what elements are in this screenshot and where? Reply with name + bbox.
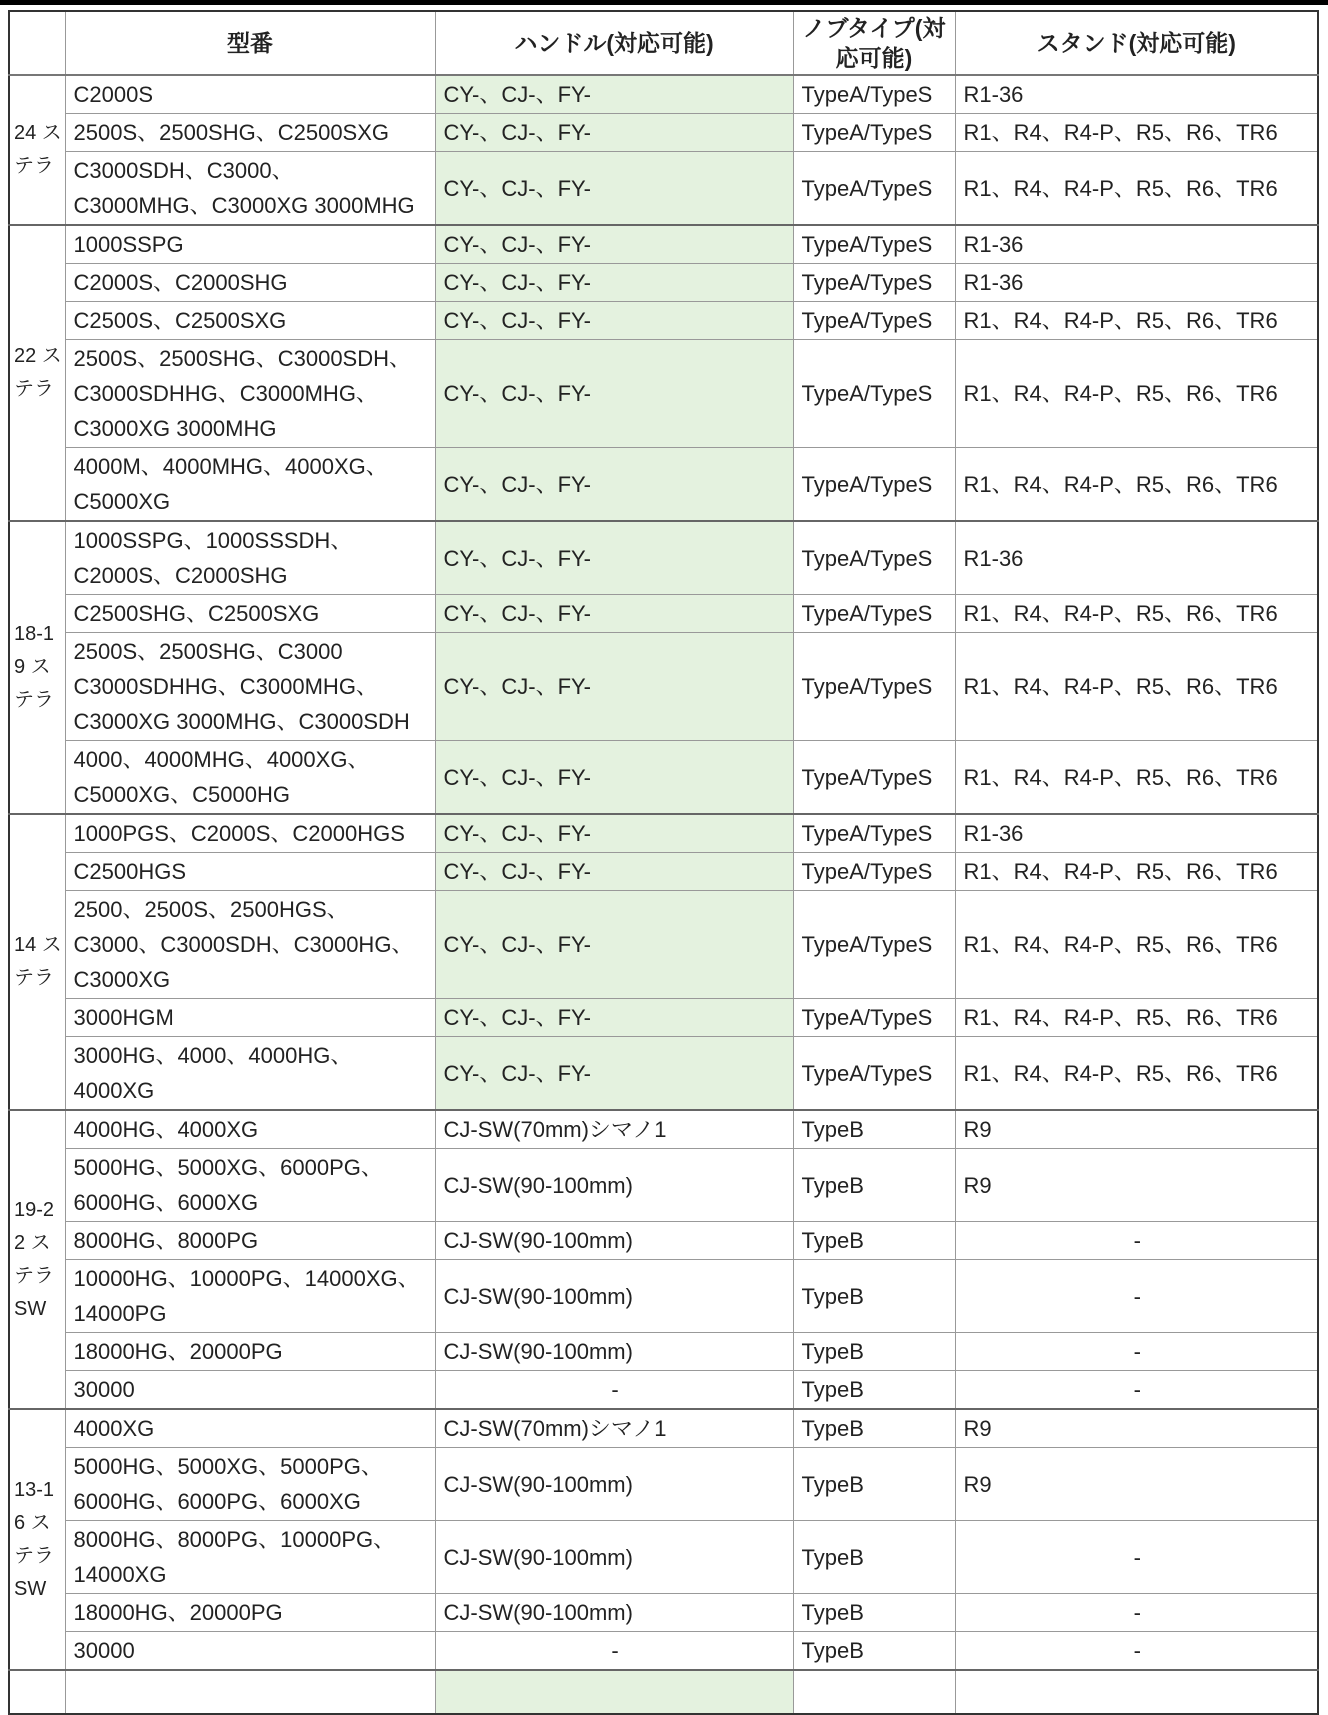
stand-cell: R1、R4、R4-P、R5、R6、TR6 — [955, 448, 1318, 522]
model-cell: 3000HG、4000、4000HG、4000XG — [65, 1037, 435, 1111]
model-cell: 5000HG、5000XG、5000PG、6000HG、6000PG、6000XG — [65, 1448, 435, 1521]
stand-cell: - — [955, 1632, 1318, 1671]
table-row — [9, 741, 1318, 815]
stand-cell: R9 — [955, 1409, 1318, 1448]
knob-cell: TypeA/TypeS — [793, 152, 955, 226]
handle-cell: CY-、CJ-、FY- — [435, 999, 793, 1037]
handle-cell: CY-、CJ-、FY- — [435, 114, 793, 152]
header-row — [9, 11, 1318, 75]
model-cell: 4000HG、4000XG — [65, 1110, 435, 1149]
knob-cell: TypeB — [793, 1149, 955, 1222]
knob-cell: TypeB — [793, 1632, 955, 1671]
handle-cell: CJ-SW(90-100mm) — [435, 1594, 793, 1632]
handle-cell: CY-、CJ-、FY- — [435, 853, 793, 891]
knob-cell: TypeA/TypeS — [793, 853, 955, 891]
model-cell: 3000HGM — [65, 999, 435, 1037]
table-row — [9, 1037, 1318, 1111]
table-row — [9, 633, 1318, 741]
knob-cell: TypeB — [793, 1594, 955, 1632]
table-row — [9, 225, 1318, 264]
table-row — [9, 1333, 1318, 1371]
knob-cell: TypeA/TypeS — [793, 891, 955, 999]
stand-cell: R1、R4、R4-P、R5、R6、TR6 — [955, 595, 1318, 633]
handle-cell: CJ-SW(90-100mm) — [435, 1222, 793, 1260]
handle-cell: CJ-SW(90-100mm) — [435, 1448, 793, 1521]
row-group-label: 19-22 ステラ SW — [9, 1110, 65, 1409]
knob-cell: TypeB — [793, 1409, 955, 1448]
knob-cell: TypeA/TypeS — [793, 75, 955, 114]
model-cell: 1000SSPG、1000SSSDH、C2000S、C2000SHG — [65, 521, 435, 595]
knob-cell: TypeA/TypeS — [793, 114, 955, 152]
knob-cell: TypeA/TypeS — [793, 302, 955, 340]
model-cell: C2000S — [65, 75, 435, 114]
model-column-header: 型番 — [65, 11, 435, 75]
handle-cell: - — [435, 1632, 793, 1671]
handle-cell: CY-、CJ-、FY- — [435, 595, 793, 633]
handle-cell: CY-、CJ-、FY- — [435, 225, 793, 264]
knob-cell: TypeB — [793, 1222, 955, 1260]
handle-cell: CY-、CJ-、FY- — [435, 152, 793, 226]
stand-column-header: スタンド(対応可能) — [955, 11, 1318, 75]
row-group-label: 24 ステラ — [9, 75, 65, 225]
handle-cell: CY-、CJ-、FY- — [435, 741, 793, 815]
model-cell: 2500、2500S、2500HGS、C3000、C3000SDH、C3000HG、C3000XG — [65, 891, 435, 999]
handle-cell: CY-、CJ-、FY- — [435, 340, 793, 448]
knob-cell: TypeA/TypeS — [793, 340, 955, 448]
table-body — [9, 75, 1318, 1714]
handle-cell — [435, 1670, 793, 1714]
knob-cell: TypeA/TypeS — [793, 225, 955, 264]
stand-cell: R1、R4、R4-P、R5、R6、TR6 — [955, 302, 1318, 340]
table-row — [9, 999, 1318, 1037]
table-row — [9, 1260, 1318, 1333]
model-cell: 10000HG、10000PG、14000XG、14000PG — [65, 1260, 435, 1333]
handle-cell: CY-、CJ-、FY- — [435, 521, 793, 595]
top-divider-bar — [0, 0, 1328, 5]
model-cell: 4000XG — [65, 1409, 435, 1448]
table-row — [9, 1632, 1318, 1671]
model-cell: C2000S、C2000SHG — [65, 264, 435, 302]
stand-cell: R1-36 — [955, 521, 1318, 595]
handle-cell: CY-、CJ-、FY- — [435, 448, 793, 522]
compatibility-table — [8, 10, 1319, 1715]
row-group-label: 13-16 ステラ SW — [9, 1409, 65, 1670]
stand-cell: - — [955, 1222, 1318, 1260]
handle-cell: CJ-SW(90-100mm) — [435, 1333, 793, 1371]
model-cell: 18000HG、20000PG — [65, 1594, 435, 1632]
knob-cell: TypeB — [793, 1521, 955, 1594]
stand-cell: R1、R4、R4-P、R5、R6、TR6 — [955, 853, 1318, 891]
knob-cell: TypeA/TypeS — [793, 521, 955, 595]
handle-cell: CJ-SW(90-100mm) — [435, 1149, 793, 1222]
handle-cell: CY-、CJ-、FY- — [435, 814, 793, 853]
stand-cell: R1-36 — [955, 814, 1318, 853]
stand-cell: R1、R4、R4-P、R5、R6、TR6 — [955, 152, 1318, 226]
model-cell — [65, 1670, 435, 1714]
knob-cell: TypeA/TypeS — [793, 595, 955, 633]
stand-cell: R1、R4、R4-P、R5、R6、TR6 — [955, 114, 1318, 152]
knob-cell: TypeA/TypeS — [793, 1037, 955, 1111]
table-row — [9, 891, 1318, 999]
stand-cell: - — [955, 1260, 1318, 1333]
table-row — [9, 302, 1318, 340]
table-row — [9, 1149, 1318, 1222]
knob-column-header: ノブタイプ(対応可能) — [793, 11, 955, 75]
table-row — [9, 814, 1318, 853]
model-cell: 1000SSPG — [65, 225, 435, 264]
stand-cell: - — [955, 1521, 1318, 1594]
table-row — [9, 1371, 1318, 1410]
model-cell: 5000HG、5000XG、6000PG、6000HG、6000XG — [65, 1149, 435, 1222]
handle-cell: CJ-SW(90-100mm) — [435, 1260, 793, 1333]
handle-cell: CJ-SW(90-100mm) — [435, 1521, 793, 1594]
handle-cell: CY-、CJ-、FY- — [435, 264, 793, 302]
model-cell: 18000HG、20000PG — [65, 1333, 435, 1371]
knob-cell: TypeA/TypeS — [793, 814, 955, 853]
table-row — [9, 114, 1318, 152]
knob-cell: TypeA/TypeS — [793, 741, 955, 815]
knob-cell: TypeA/TypeS — [793, 999, 955, 1037]
table-row — [9, 340, 1318, 448]
handle-cell: CJ-SW(70mm)シマノ1 — [435, 1110, 793, 1149]
knob-cell: TypeB — [793, 1333, 955, 1371]
handle-cell: - — [435, 1371, 793, 1410]
model-cell: 30000 — [65, 1371, 435, 1410]
corner-cell — [9, 11, 65, 75]
handle-cell: CY-、CJ-、FY- — [435, 302, 793, 340]
stand-cell: - — [955, 1333, 1318, 1371]
handle-cell: CY-、CJ-、FY- — [435, 633, 793, 741]
knob-cell — [793, 1670, 955, 1714]
table-row — [9, 152, 1318, 226]
model-cell: 30000 — [65, 1632, 435, 1671]
stand-cell: R1-36 — [955, 264, 1318, 302]
stand-cell: R1、R4、R4-P、R5、R6、TR6 — [955, 891, 1318, 999]
row-group-label: 14 ステラ — [9, 814, 65, 1110]
table-row — [9, 1222, 1318, 1260]
table-row — [9, 75, 1318, 114]
table-row — [9, 1110, 1318, 1149]
stand-cell: - — [955, 1371, 1318, 1410]
row-group-label: 18-19 ステラ — [9, 521, 65, 814]
model-cell: 4000、4000MHG、4000XG、C5000XG、C5000HG — [65, 741, 435, 815]
table-row — [9, 1448, 1318, 1521]
model-cell: C2500HGS — [65, 853, 435, 891]
model-cell: 1000PGS、C2000S、C2000HGS — [65, 814, 435, 853]
knob-cell: TypeA/TypeS — [793, 633, 955, 741]
table-row — [9, 264, 1318, 302]
stand-cell: R9 — [955, 1448, 1318, 1521]
model-cell: 8000HG、8000PG、10000PG、14000XG — [65, 1521, 435, 1594]
handle-cell: CJ-SW(70mm)シマノ1 — [435, 1409, 793, 1448]
knob-cell: TypeB — [793, 1260, 955, 1333]
knob-cell: TypeA/TypeS — [793, 448, 955, 522]
table-row — [9, 1521, 1318, 1594]
model-cell: C3000SDH、C3000、C3000MHG、C3000XG 3000MHG — [65, 152, 435, 226]
stand-cell: R1-36 — [955, 75, 1318, 114]
stand-cell: R1、R4、R4-P、R5、R6、TR6 — [955, 340, 1318, 448]
table-row — [9, 1670, 1318, 1714]
knob-cell: TypeB — [793, 1110, 955, 1149]
handle-cell: CY-、CJ-、FY- — [435, 1037, 793, 1111]
model-cell: C2500S、C2500SXG — [65, 302, 435, 340]
model-cell: 2500S、2500SHG、C2500SXG — [65, 114, 435, 152]
row-group-label — [9, 1670, 65, 1714]
model-cell: 8000HG、8000PG — [65, 1222, 435, 1260]
knob-cell: TypeA/TypeS — [793, 264, 955, 302]
stand-cell: R1、R4、R4-P、R5、R6、TR6 — [955, 741, 1318, 815]
stand-cell — [955, 1670, 1318, 1714]
model-cell: C2500SHG、C2500SXG — [65, 595, 435, 633]
stand-cell: R1、R4、R4-P、R5、R6、TR6 — [955, 1037, 1318, 1111]
table-row — [9, 1594, 1318, 1632]
table-row — [9, 853, 1318, 891]
stand-cell: R1、R4、R4-P、R5、R6、TR6 — [955, 999, 1318, 1037]
knob-cell: TypeB — [793, 1448, 955, 1521]
model-cell: 4000M、4000MHG、4000XG、C5000XG — [65, 448, 435, 522]
knob-cell: TypeB — [793, 1371, 955, 1410]
table-row — [9, 521, 1318, 595]
stand-cell: R9 — [955, 1110, 1318, 1149]
handle-cell: CY-、CJ-、FY- — [435, 75, 793, 114]
handle-column-header: ハンドル(対応可能) — [435, 11, 793, 75]
table-row — [9, 1409, 1318, 1448]
table-row — [9, 595, 1318, 633]
model-cell: 2500S、2500SHG、C3000SDH、C3000SDHHG、C3000MHG、C3000XG 3000MHG — [65, 340, 435, 448]
row-group-label: 22 ステラ — [9, 225, 65, 521]
stand-cell: - — [955, 1594, 1318, 1632]
stand-cell: R1-36 — [955, 225, 1318, 264]
stand-cell: R1、R4、R4-P、R5、R6、TR6 — [955, 633, 1318, 741]
handle-cell: CY-、CJ-、FY- — [435, 891, 793, 999]
table-row — [9, 448, 1318, 522]
stand-cell: R9 — [955, 1149, 1318, 1222]
model-cell: 2500S、2500SHG、C3000 C3000SDHHG、C3000MHG、C3000XG 3000MHG、C3000SDH — [65, 633, 435, 741]
